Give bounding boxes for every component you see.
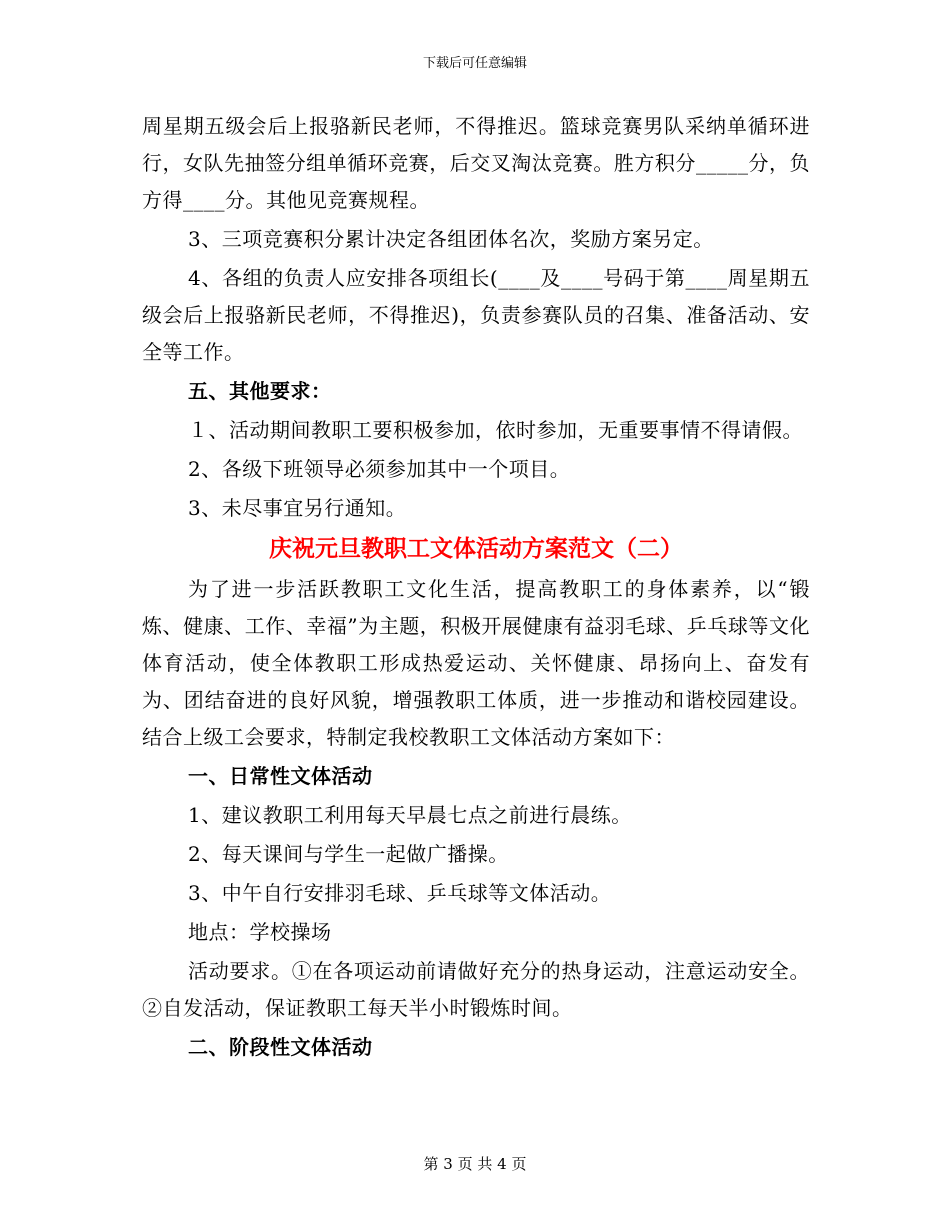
paragraph-item-4: 4、各组的负责人应安排各项组长(____及____号码于第____周星期五级会后上报骆新民老师，不得推迟)，负责参赛队员的召集、准备活动、安全等工作。 — [142, 266, 810, 364]
section-title: 庆祝元旦教职工文体活动方案范文（二） — [269, 535, 683, 562]
paragraph-item-3: 3、三项竞赛积分累计决定各组团体名次，奖励方案另定。 — [188, 227, 714, 251]
paragraph-daily-2: 2、每天课间与学生一起做广播操。 — [188, 842, 509, 866]
heading-daily-activities: 一、日常性文体活动 — [188, 764, 373, 788]
page-footer: 第 3 页 共 4 页 — [423, 1155, 527, 1173]
heading-other-requirements: 五、其他要求： — [188, 379, 332, 403]
paragraph-daily-1: 1、建议教职工利用每天早晨七点之前进行晨练。 — [188, 803, 632, 827]
paragraph-requirement-1: １、活动期间教职工要积极参加，依时参加，无重要事情不得请假。 — [188, 418, 803, 442]
page-header: 下载后可任意编辑 — [422, 56, 527, 71]
paragraph-intro: 为了进一步活跃教职工文化生活，提高教职工的身体素养，以“锻炼、健康、工作、幸福”为主题，积极开展健康有益羽毛球、乒乓球等文化体育活动，使全体教职工形成热爱运动、关怀健康、昂扬向上、奋发有为、团结奋进的良好风貌，增强教职工体质，进一步推动和谐校园建设。结合上级工会要求，特制定我校教职工文体活动方案如下： — [142, 577, 810, 749]
heading-stage-activities: 二、阶段性文体活动 — [188, 1035, 373, 1059]
paragraph-location: 地点：学校操场 — [188, 920, 332, 944]
paragraph-activity-requirements: 活动要求。①在各项运动前请做好充分的热身运动，注意运动安全。②自发活动，保证教职工每天半小时锻炼时间。 — [142, 959, 810, 1020]
paragraph-requirement-3: 3、未尽事宜另行通知。 — [188, 496, 407, 520]
document-body — [142, 108, 810, 1068]
paragraph-requirement-2: 2、各级下班领导必须参加其中一个项目。 — [188, 457, 571, 481]
paragraph-daily-3: 3、中午自行安排羽毛球、乒乓球等文体活动。 — [188, 881, 612, 905]
paragraph-competition-rules: 周星期五级会后上报骆新民老师，不得推迟。篮球竞赛男队采纳单循环进行，女队先抽签分组单循环竞赛，后交叉淘汰竞赛。胜方积分_____分，负方得____分。其他见竞赛规程。 — [142, 114, 810, 212]
